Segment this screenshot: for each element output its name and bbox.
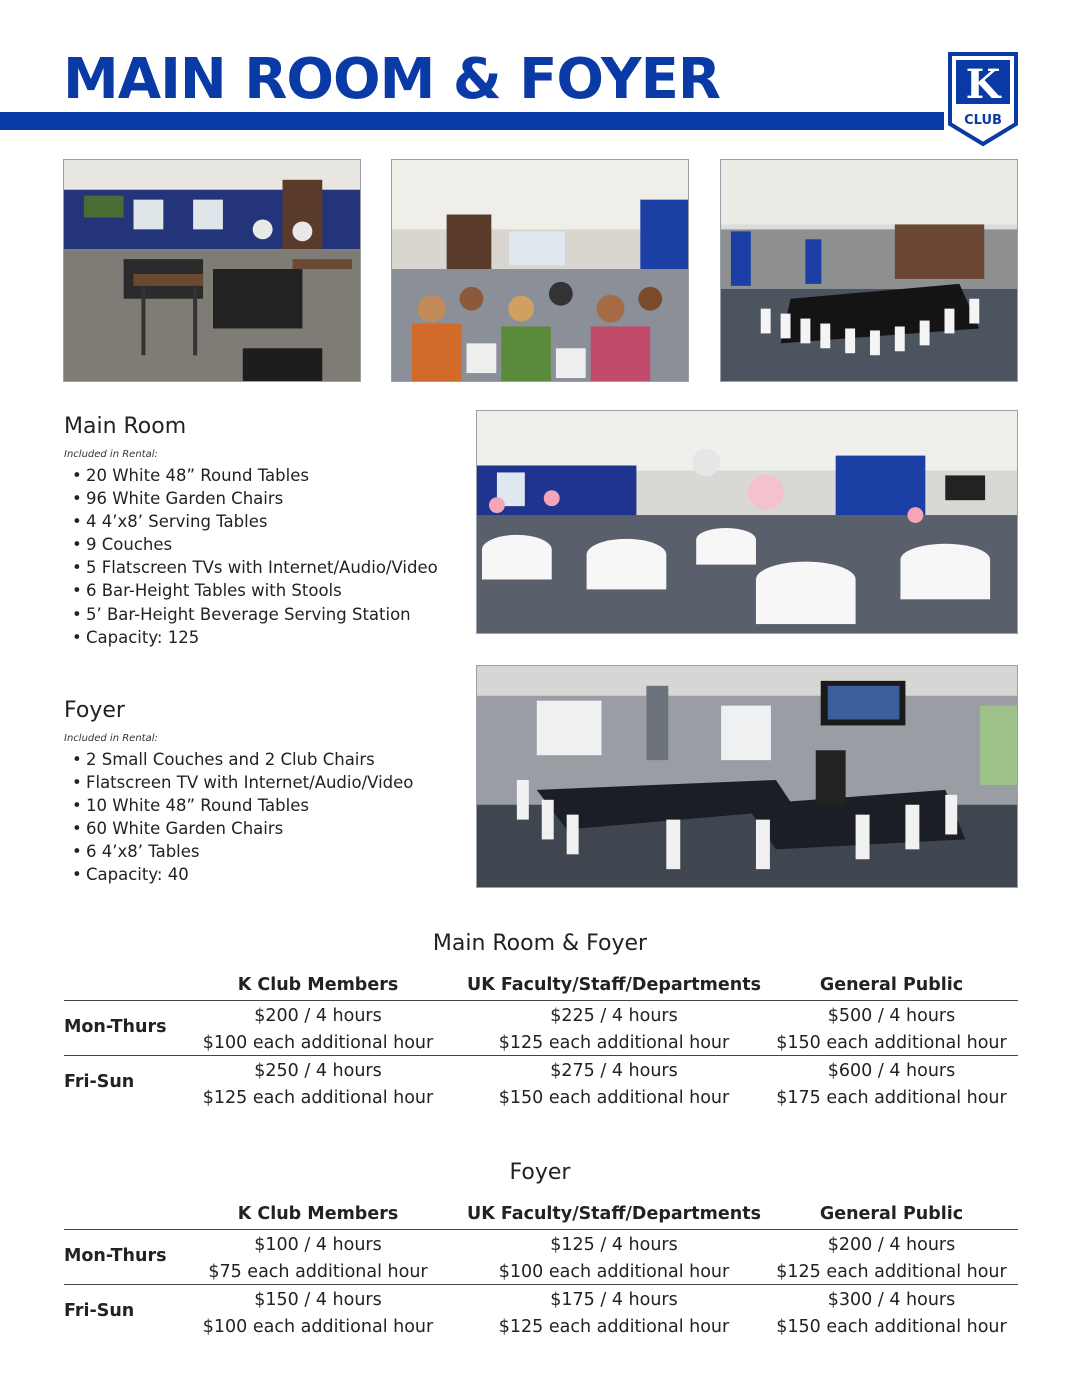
column-header: UK Faculty/Staff/Departments [466,975,761,995]
foyer-photo [476,665,1018,888]
table-row [64,1230,1018,1285]
table-row [64,1001,1018,1056]
conference-setup-photo [720,159,1018,382]
price-cell: $175 / 4 hours $125 each additional hour [498,1290,730,1337]
column-header: UK Faculty/Staff/Departments [466,1204,761,1224]
foyer-included-label: Included in Rental: [64,733,158,744]
main-room-amenities-list [72,464,438,649]
price-cell: $100 / 4 hours $75 each additional hour [208,1235,428,1282]
row-label: Fri-Sun [64,1072,135,1092]
list-item: • 6 Bar-Height Tables with Stools [72,581,342,601]
row-label: Mon-Thurs [64,1246,167,1266]
column-header: General Public [819,975,964,995]
list-item: • Capacity: 125 [72,627,200,647]
price-cell: $125 / 4 hours $100 each additional hour [498,1235,730,1282]
pricing-table-title: Main Room & Foyer [432,931,648,956]
pricing-table-foyer [64,1200,1018,1340]
header-rule [0,112,1022,130]
price-cell: $200 / 4 hours $100 each additional hour [202,1006,434,1053]
table-header [64,1200,1018,1230]
list-item: • 6 4’x8’ Tables [72,842,200,862]
list-item: • 4 4’x8’ Serving Tables [72,512,268,532]
table-header [64,971,1018,1001]
main-room-included-label: Included in Rental: [64,449,158,460]
lounge-photo [63,159,361,382]
main-room-title: Main Room [64,414,187,439]
row-label: Mon-Thurs [64,1017,167,1037]
pricing-table-title: Foyer [509,1160,571,1185]
list-item: • 5’ Bar-Height Beverage Serving Station [72,604,411,624]
row-label: Fri-Sun [64,1301,135,1321]
price-cell: $225 / 4 hours $125 each additional hour [498,1006,730,1053]
price-cell: $200 / 4 hours $125 each additional hour [776,1235,1007,1282]
price-cell: $600 / 4 hours $175 each additional hour [776,1061,1007,1108]
foyer-amenities-list [72,748,413,887]
price-cell: $150 / 4 hours $100 each additional hour [202,1290,434,1337]
column-header: K Club Members [237,1204,399,1224]
presentation-photo [391,159,689,382]
list-item: • 10 White 48” Round Tables [72,796,309,816]
table-row [64,1056,1018,1111]
pricing-table-main-room-foyer [64,971,1018,1111]
price-cell: $500 / 4 hours $150 each additional hour [776,1006,1007,1053]
price-cell: $275 / 4 hours $150 each additional hour [498,1061,730,1108]
logo-letter: K [965,61,1001,108]
list-item: • 60 White Garden Chairs [72,819,284,839]
price-cell: $300 / 4 hours $150 each additional hour [776,1290,1007,1337]
list-item: • Capacity: 40 [72,865,189,885]
column-header: General Public [819,1204,964,1224]
list-item: • 5 Flatscreen TVs with Internet/Audio/Video [72,558,438,578]
table-row [64,1285,1018,1340]
column-header: K Club Members [237,975,399,995]
main-room-banquet-photo [476,410,1018,634]
price-cell: $250 / 4 hours $125 each additional hour [202,1061,434,1108]
k-club-logo [944,44,1022,152]
logo-text: CLUB [964,113,1002,128]
list-item: • Flatscreen TV with Internet/Audio/Video [72,773,414,793]
list-item: • 9 Couches [72,535,173,555]
foyer-title: Foyer [64,698,125,723]
page-title: MAIN ROOM & FOYER [63,47,720,112]
list-item: • 2 Small Couches and 2 Club Chairs [72,750,375,769]
list-item: • 20 White 48” Round Tables [72,466,309,485]
list-item: • 96 White Garden Chairs [72,489,284,509]
